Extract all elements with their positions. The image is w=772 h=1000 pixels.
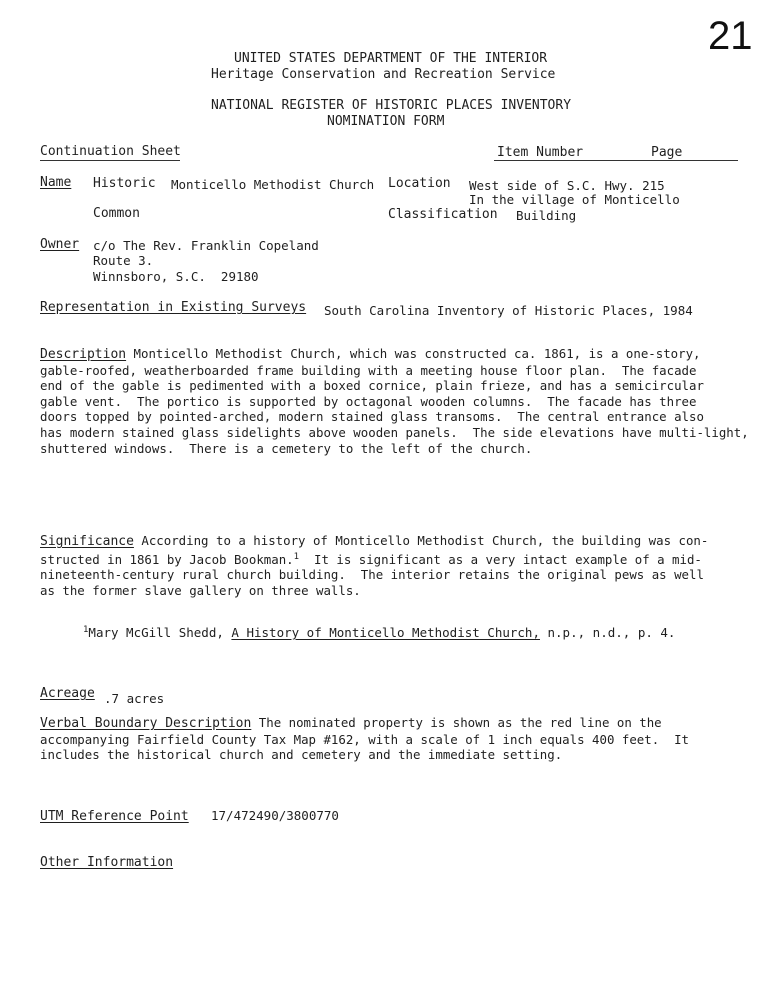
header-department: UNITED STATES DEPARTMENT OF THE INTERIOR xyxy=(234,51,548,66)
historic-label: Historic xyxy=(93,176,156,191)
header-register: NATIONAL REGISTER OF HISTORIC PLACES INVENTORY xyxy=(211,98,572,113)
significance-line-4: as the former slave gallery on three walls. xyxy=(40,582,361,598)
location-label: Location xyxy=(388,176,451,191)
description-paragraph xyxy=(40,346,749,456)
boundary-paragraph xyxy=(40,715,689,763)
description-line-3: end of the gable is pedimented with a boxed cornice, plain frieze, and has a semicircular xyxy=(40,378,704,394)
boundary-line-2: accompanying Fairfield County Tax Map #162, with a scale of 1 inch equals 400 feet. It xyxy=(40,731,690,747)
item-number-label: Item Number xyxy=(497,145,584,160)
description-line-2: gable-roofed, weatherboarded frame building with a meeting house floor plan. The facade xyxy=(40,362,697,378)
name-label: Name xyxy=(40,175,72,190)
location-line-1: West side of S.C. Hwy. 215 xyxy=(469,178,665,193)
utm-value: 17/472490/3800770 xyxy=(211,808,339,823)
description-label: Description xyxy=(40,347,127,362)
classification-value: Building xyxy=(516,208,577,223)
significance-paragraph xyxy=(40,533,708,599)
owner-line-1: c/o The Rev. Franklin Copeland xyxy=(93,238,319,253)
owner-line-3: Winnsboro, S.C. 29180 xyxy=(93,269,259,284)
continuation-rule xyxy=(40,160,180,161)
significance-line-1: Significance According to a history of Monticello Methodist Church, the building was con- xyxy=(40,533,709,549)
footnote-title: A History of Monticello Methodist Church, xyxy=(231,625,540,641)
other-information-label: Other Information xyxy=(40,855,174,870)
significance-line-3: nineteenth-century rural church building. The interior retains the original pews as well xyxy=(40,567,704,583)
significance-label: Significance xyxy=(40,534,134,549)
classification-label: Classification xyxy=(388,207,498,222)
utm-label: UTM Reference Point xyxy=(40,809,189,824)
page-number: 21 xyxy=(708,14,753,58)
owner-line-2: Route 3. xyxy=(93,253,154,268)
boundary-line-1: Verbal Boundary Description The nominated property is shown as the red line on the xyxy=(40,715,662,731)
footnote-marker: 1 xyxy=(83,625,89,635)
footnote: $^1$Mary McGill Shedd, A History of Monticello Methodist Church, n.p., n.d., p. 4. xyxy=(83,625,676,641)
common-label: Common xyxy=(93,206,140,221)
continuation-sheet-label: Continuation Sheet xyxy=(40,144,181,159)
description-line-7: shuttered windows. There is a cemetery to the left of the church. xyxy=(40,440,533,456)
description-line-5: doors topped by pointed-arched, modern stained glass transoms. The central entrance also xyxy=(40,409,704,425)
historic-value: Monticello Methodist Church xyxy=(171,177,375,192)
header-service: Heritage Conservation and Recreation Service xyxy=(211,67,556,82)
description-line-4: gable vent. The portico is supported by octagonal wooden columns. The facade has three xyxy=(40,393,697,409)
location-line-2: In the village of Monticello xyxy=(469,192,680,207)
owner-label: Owner xyxy=(40,237,80,252)
surveys-value: South Carolina Inventory of Historic Places, 1984 xyxy=(324,303,693,318)
acreage-value: .7 acres xyxy=(104,691,165,706)
footnote-reference: 1 xyxy=(293,551,300,562)
description-line-1: Description Monticello Methodist Church, which was constructed ca. 1861, is a one-story, xyxy=(40,346,701,362)
page-label: Page xyxy=(651,145,683,160)
boundary-label: Verbal Boundary Description xyxy=(40,716,252,731)
acreage-label: Acreage xyxy=(40,686,95,701)
significance-line-2: structed in 1861 by Jacob Bookman.$^1$ It is significant as a very intact example of a mid- xyxy=(40,551,702,567)
boundary-line-3: includes the historical church and cemetery and the immediate setting. xyxy=(40,747,563,763)
item-page-rule xyxy=(494,160,738,161)
surveys-label: Representation in Existing Surveys xyxy=(40,300,307,315)
header-form-title: NOMINATION FORM xyxy=(327,114,445,129)
description-line-6: has modern stained glass sidelights above wooden panels. The side elevations have multi-light, xyxy=(40,424,749,440)
